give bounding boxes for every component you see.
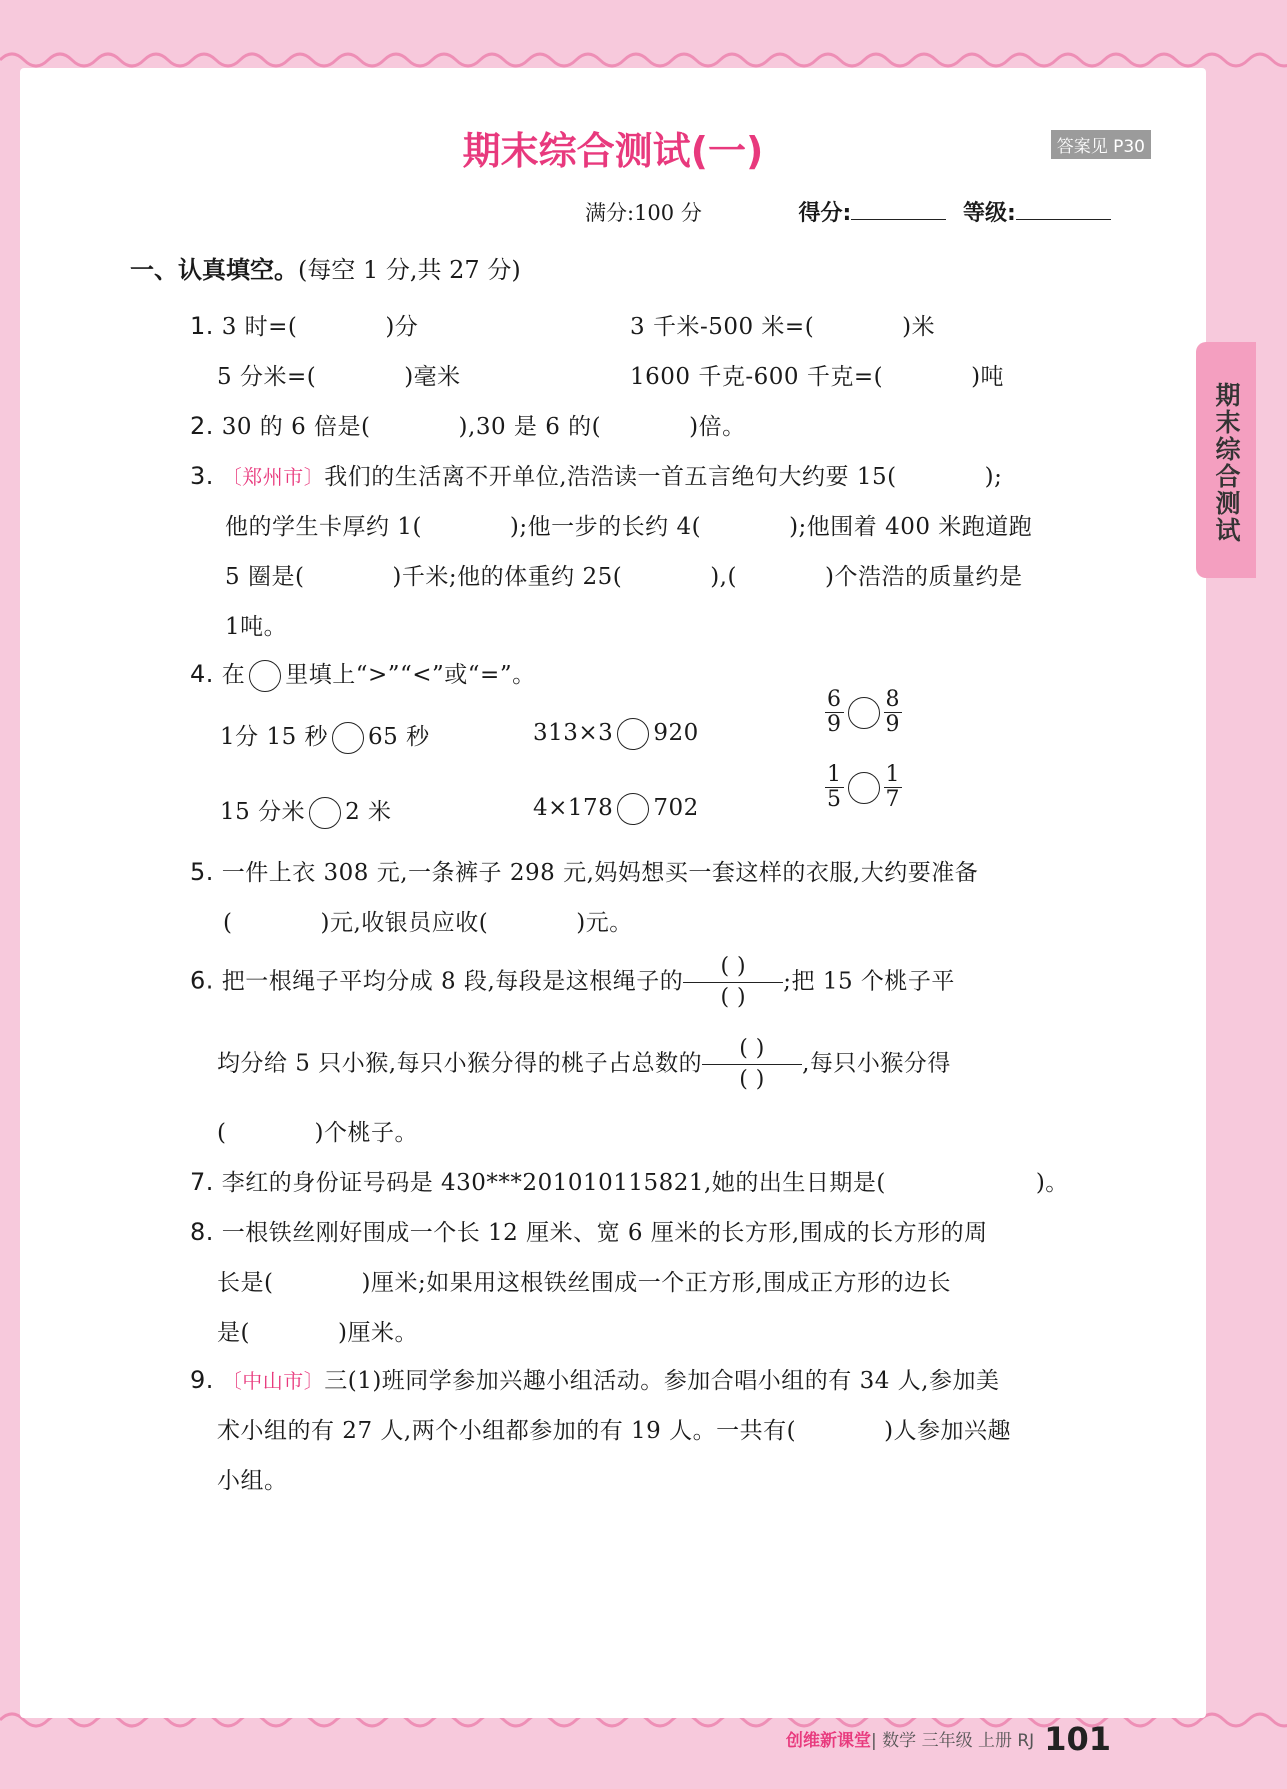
score-line [585, 196, 1111, 227]
compare-1c: $\frac{6}{9}$ $\frac{8}{9}$ [827, 687, 900, 737]
compare-circle[interactable] [309, 797, 341, 829]
question-1-row-1b: 3 千米-500 米=( )米 [630, 314, 936, 340]
compare-2c: $\frac{1}{5}$ $\frac{1}{7}$ [827, 762, 900, 812]
question-8-line-1: 8. 一根铁丝刚好围成一个长 12 厘米、宽 6 厘米的长方形,围成的长方形的周 [190, 1218, 988, 1246]
compare-circle[interactable] [617, 793, 649, 825]
question-1-row-2b: 1600 千克-600 千克=( )吨 [630, 364, 1005, 390]
question-3-line-4: 1吨。 [225, 614, 288, 640]
question-9-line-1: 9. 〔中山市〕三(1)班同学参加兴趣小组活动。参加合唱小组的有 34 人,参加美 [190, 1366, 1000, 1394]
score-label: 得分: [798, 201, 852, 226]
question-6-line-2: 均分给 5 只小猴,每只小猴分得的桃子占总数的 $\frac{( )}{( )}$,每只小猴分得 [217, 1034, 951, 1095]
compare-circle[interactable] [617, 718, 649, 750]
question-8-line-3: 是( )厘米。 [217, 1320, 418, 1346]
compare-2b: 4×178 702 [533, 793, 699, 825]
compare-2a: 15 分米 2 米 [220, 793, 392, 829]
question-3-line-2: 他的学生卡厚约 1( );他一步的长约 4( );他围着 400 米跑道跑 [225, 514, 1033, 540]
question-7: 7. 李红的身份证号码是 430***201010115821,她的出生日期是( )。 [190, 1168, 1069, 1196]
page-footer: 创维新课堂| 数学 三年级 上册 RJ 101 [786, 1720, 1111, 1758]
question-5-line-1: 5. 一件上衣 308 元,一条裤子 298 元,妈妈想买一套这样的衣服,大约要准备 [190, 858, 979, 886]
worksheet-page [20, 68, 1206, 1758]
fraction-blank[interactable]: $\frac{( )}{( )}$ [702, 1034, 802, 1095]
question-5-line-2: ( )元,收银员应收( )元。 [223, 910, 633, 936]
question-9-line-2: 术小组的有 27 人,两个小组都参加的有 19 人。一共有( )人参加兴趣 [217, 1418, 1012, 1444]
side-tab[interactable]: 期末综合测试 [1196, 342, 1256, 578]
full-score: 满分:100 分 [585, 201, 702, 225]
question-6-line-3: ( )个桃子。 [217, 1120, 418, 1146]
question-8-line-2: 长是( )厘米;如果用这根铁丝围成一个正方形,围成正方形的边长 [217, 1270, 952, 1296]
question-2: 2. 30 的 6 倍是( ),30 是 6 的( )倍。 [190, 412, 746, 440]
question-1-row-1: 1. 3 时=( )分 [190, 312, 419, 340]
question-4-intro: 4. 在 里填上“>”“<”或“=”。 [190, 656, 536, 692]
question-6-line-1: 6. 把一根绳子平均分成 8 段,每段是这根绳子的 $\frac{( )}{( )}$;把 15 个桃子平 [190, 952, 955, 1013]
page-title: 期末综合测试(一) [462, 129, 764, 173]
compare-circle[interactable] [332, 722, 364, 754]
answer-reference-badge: 答案见 P30 [1051, 130, 1151, 159]
score-blank[interactable] [851, 199, 946, 220]
compare-circle[interactable] [848, 772, 880, 804]
circle-icon [249, 660, 281, 692]
question-3-line-3: 5 圈是( )千米;他的体重约 25( ),( )个浩浩的质量约是 [225, 564, 1023, 590]
question-9-line-3: 小组。 [217, 1468, 288, 1494]
fraction-blank[interactable]: $\frac{( )}{( )}$ [683, 952, 783, 1013]
compare-1a: 1分 15 秒 65 秒 [220, 718, 430, 754]
page-number: 101 [1044, 1720, 1111, 1758]
region-tag: 〔中山市〕 [221, 1369, 325, 1393]
section-heading: 一、认真填空。(每空 1 分,共 27 分) [130, 256, 521, 284]
region-tag: 〔郑州市〕 [221, 465, 325, 489]
grade-blank[interactable] [1016, 199, 1111, 220]
compare-circle[interactable] [848, 697, 880, 729]
question-1-row-2: 5 分米=( )毫米 [217, 364, 461, 390]
compare-1b: 313×3 920 [533, 718, 699, 750]
question-3-line-1: 3. 〔郑州市〕我们的生活离不开单位,浩浩读一首五言绝句大约要 15( ); [190, 462, 1003, 490]
grade-label: 等级: [963, 201, 1016, 226]
